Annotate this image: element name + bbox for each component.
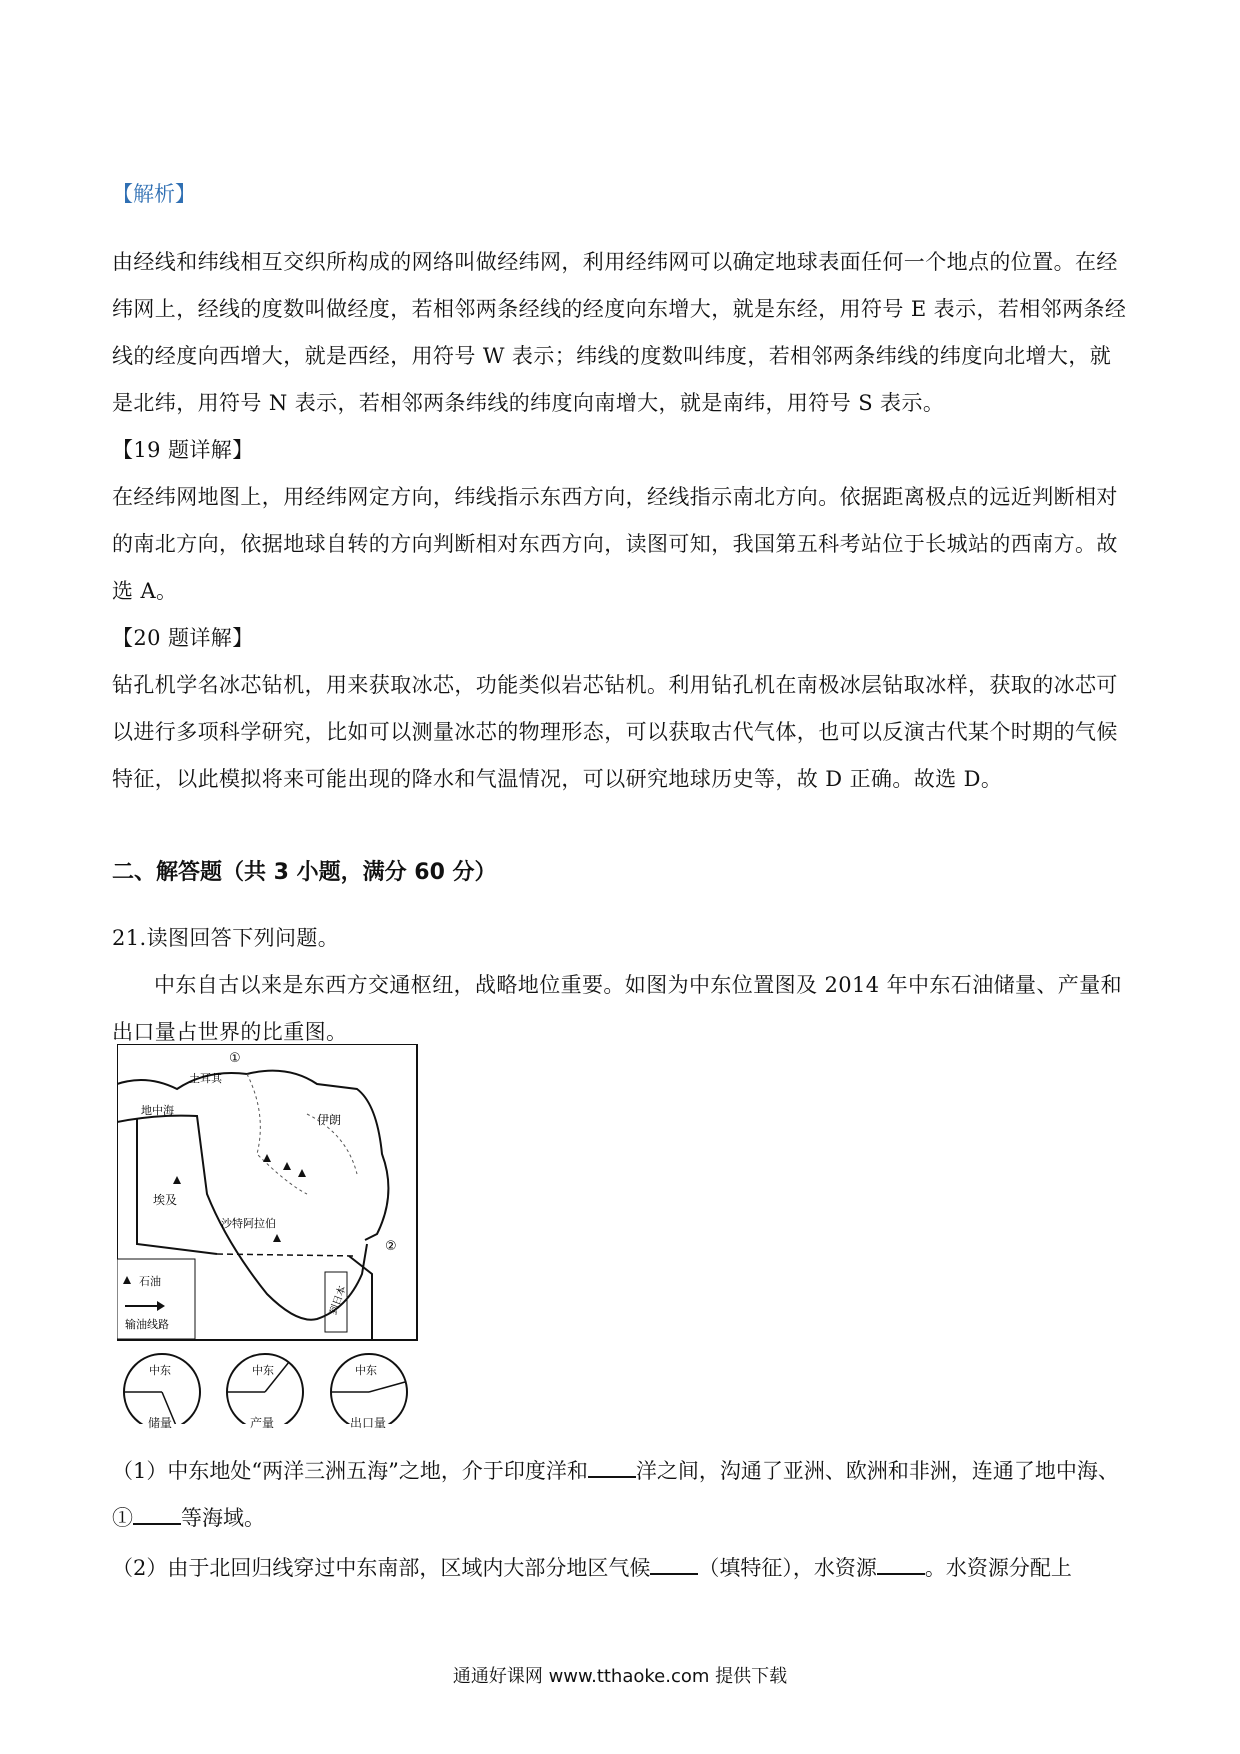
pie-reserves-caption: 储量: [148, 1416, 173, 1430]
pie-reserves-title: 中东: [149, 1364, 171, 1377]
q21-sub1: [112, 1448, 1132, 1542]
map-label-saudi: 沙特阿拉伯: [221, 1217, 276, 1230]
q21-stem: 21.读图回答下列问题。: [112, 926, 340, 950]
legend-oil-label: 石油: [139, 1275, 161, 1288]
pie-export-caption: 出口量: [350, 1416, 387, 1430]
q21-sub2-part-b: （填特征），水资源: [698, 1556, 877, 1580]
map-marker-1: ①: [229, 1051, 241, 1066]
q21-intro: 中东自古以来是东西方交通枢纽，战略地位重要。如图为中东位置图及 2014 年中东石油储量、产量和出口量占世界的比重图。: [112, 973, 1122, 1044]
section-title: 二、解答题（共 3 小题，满分 60 分）: [112, 860, 497, 885]
q20-text: 钻孔机学名冰芯钻机，用来获取冰芯，功能类似岩芯钻机。利用钻孔机在南极冰层钻取冰样，获取的冰芯可以进行多项科学研究，比如可以测量冰芯的物理形态，可以获取古代气体，也可以反演古代某个时期的气候特征，以此模拟将来可能出现的降水和气温情况，可以研究地球历史等，故 D 正确。故选 D。: [112, 673, 1118, 791]
q21-sub1-part-b: 洋之间，沟通了亚洲、欧洲和非洲，连通了地中海、①: [112, 1459, 1119, 1530]
middle-east-figure: [117, 1044, 419, 1424]
q21-sub2-part-a: （2）由于北回归线穿过中东南部，区域内大部分地区气候: [112, 1556, 651, 1580]
map-marker-2: ②: [385, 1239, 397, 1254]
pie-export-title: 中东: [355, 1364, 377, 1377]
map-label-med: 地中海: [141, 1104, 174, 1117]
answer-blank[interactable]: [877, 1555, 925, 1575]
answer-blank[interactable]: [133, 1505, 181, 1525]
q21-sub1-part-a: （1）中东地处“两洋三洲五海”之地，介于印度洋和: [112, 1459, 588, 1483]
q21-sub2-part-c: 。水资源分配上: [924, 1556, 1072, 1580]
analysis-label: 【解析】: [112, 182, 196, 206]
q20-label: 【20 题详解】: [112, 626, 254, 650]
q21-sub1-part-c: 等海域。: [181, 1506, 265, 1530]
document-body: [112, 150, 1132, 1056]
analysis-text: 由经线和纬线相互交织所构成的网络叫做经纬网，利用经纬网可以确定地球表面任何一个地点的位置。在经纬网上，经线的度数叫做经度，若相邻两条经线的经度向东增大，就是东经，用符号 E 表示，若相邻两条经线的经度向西增大，就是西经，用符号 W 表示；纬线的度数叫纬度，若相邻两条纬线的纬度向北增大，就是北纬，用符号 N 表示，若相邻两条纬线的纬度向南增大，就是南纬，用符号 S 表示。: [112, 250, 1127, 415]
page-footer: 通通好课网 www.tthaoke.com 提供下载: [452, 1666, 788, 1687]
legend-route-label: 输油线路: [125, 1318, 169, 1331]
q19-label: 【19 题详解】: [112, 438, 254, 462]
q21-sub2: [112, 1545, 1132, 1592]
map-label-iran: 伊朗: [317, 1113, 342, 1127]
q19-text: 在经纬网地图上，用经纬网定方向，纬线指示东西方向，经线指示南北方向。依据距离极点的远近判断相对的南北方向，依据地球自转的方向判断相对东西方向，读图可知，我国第五科考站位于长城站的西南方。故选 A。: [112, 485, 1118, 603]
answer-blank[interactable]: [650, 1555, 698, 1575]
middle-east-map: [117, 1044, 419, 1424]
answer-blank[interactable]: [588, 1458, 636, 1478]
map-label-egypt: 埃及: [153, 1193, 178, 1207]
route-label: 到日本: [328, 1284, 349, 1317]
pie-production-title: 中东: [252, 1364, 274, 1377]
map-label-turkey: 土耳其: [189, 1072, 222, 1085]
pie-production-caption: 产量: [250, 1416, 275, 1430]
